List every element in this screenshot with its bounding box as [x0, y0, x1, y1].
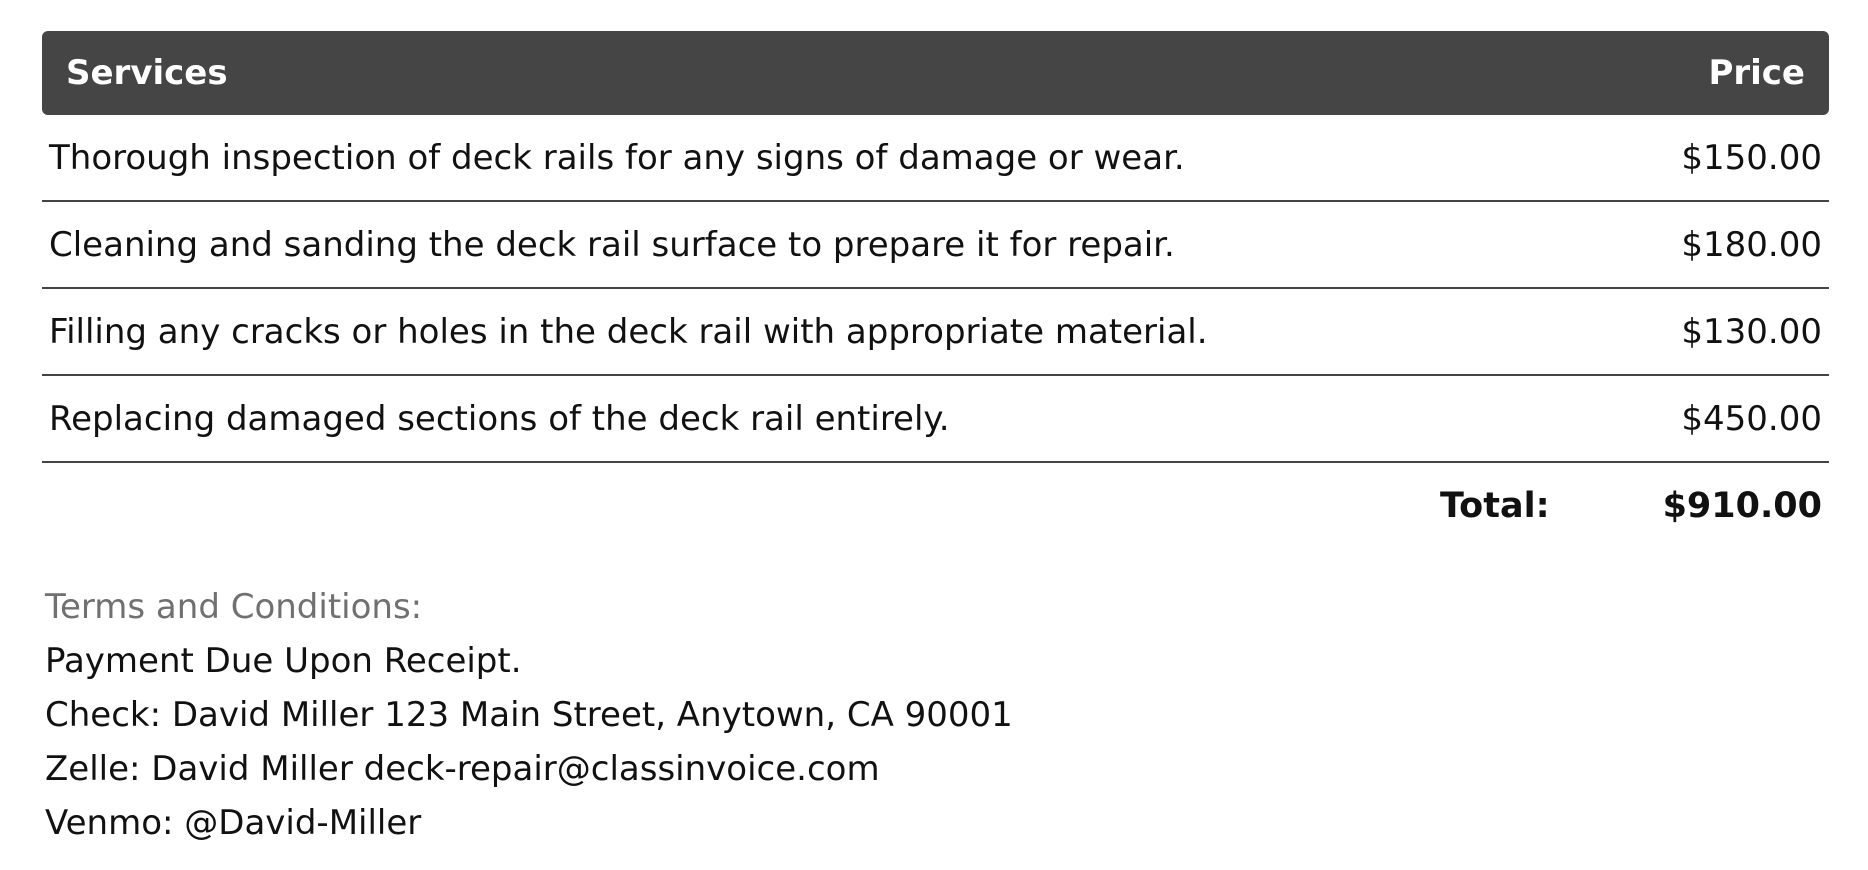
service-description: Thorough inspection of deck rails for any signs of damage or wear. [49, 137, 1185, 178]
services-table [42, 31, 1829, 549]
terms-check-line: Check: David Miller 123 Main Street, Anytown, CA 90001 [45, 695, 1013, 735]
terms-section [45, 580, 1245, 850]
service-description: Replacing damaged sections of the deck rail entirely. [49, 398, 950, 439]
price-column-header: Price [1708, 53, 1805, 93]
total-label: Total: [1439, 486, 1550, 526]
service-description: Cleaning and sanding the deck rail surface to prepare it for repair. [49, 224, 1175, 265]
table-header [42, 31, 1829, 115]
total-row [42, 463, 1829, 549]
total-value: $910.00 [1662, 486, 1822, 526]
service-price: $130.00 [1681, 311, 1822, 352]
service-description: Filling any cracks or holes in the deck rail with appropriate material. [49, 311, 1208, 352]
service-price: $180.00 [1681, 224, 1822, 265]
service-price: $150.00 [1681, 137, 1822, 178]
services-column-header: Services [66, 53, 228, 93]
table-row [42, 376, 1829, 463]
table-row [42, 202, 1829, 289]
terms-zelle-line: Zelle: David Miller deck-repair@classinvoice.com [45, 749, 880, 789]
terms-title: Terms and Conditions: [45, 587, 423, 627]
table-row [42, 289, 1829, 376]
terms-venmo-line: Venmo: @David-Miller [45, 803, 422, 843]
service-price: $450.00 [1681, 398, 1822, 439]
terms-payment-line: Payment Due Upon Receipt. [45, 641, 522, 681]
table-row [42, 115, 1829, 202]
